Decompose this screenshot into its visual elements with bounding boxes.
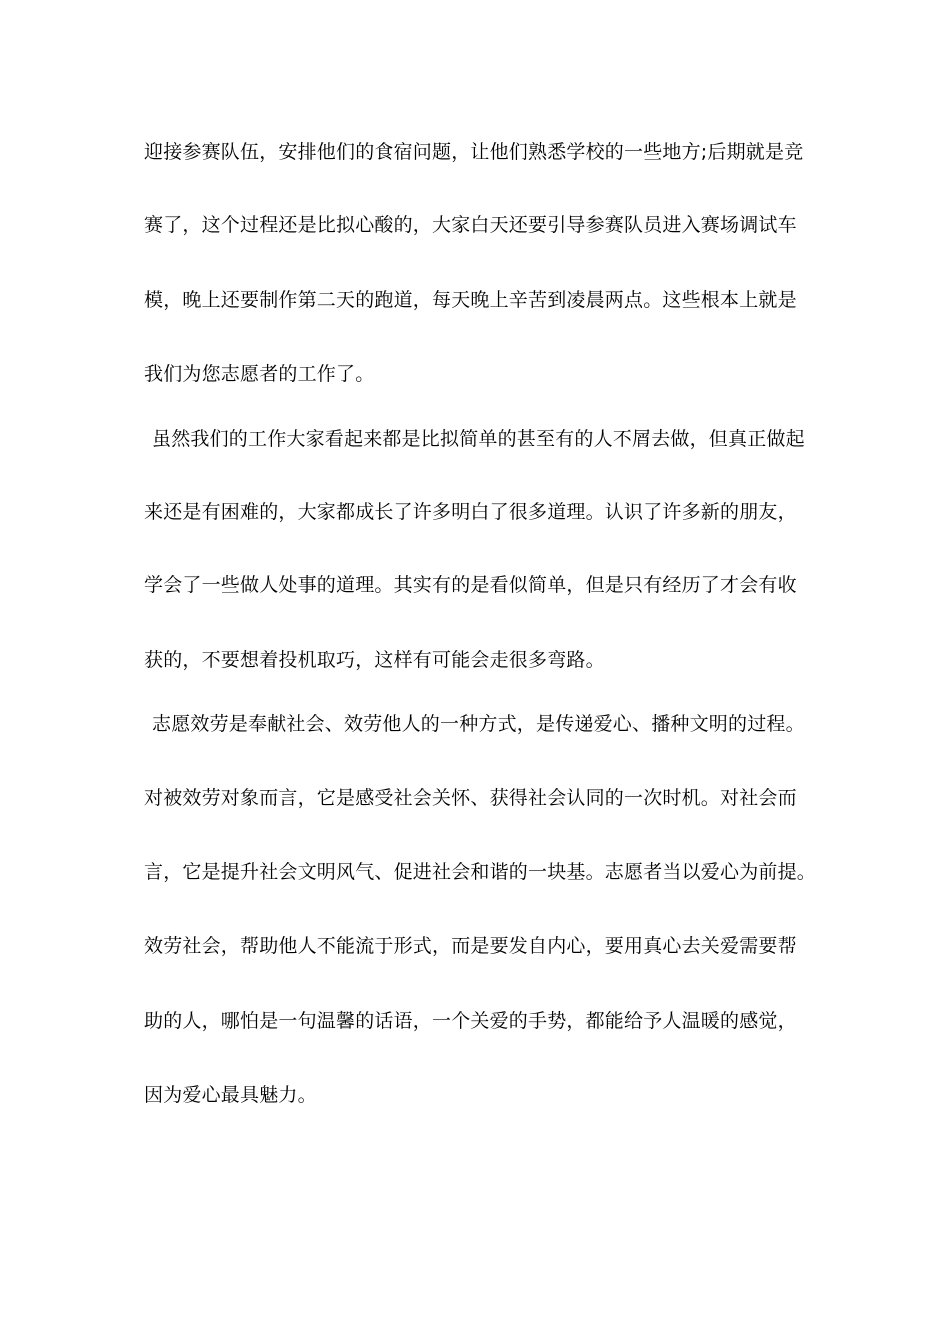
paragraph-line: 对被效劳对象而言，它是感受社会关怀、获得社会认同的一次时机。对社会而 [144,787,797,809]
paragraph-line: 因为爱心最具魅力。 [144,1084,317,1106]
paragraph-line: 来还是有困难的，大家都成长了许多明白了很多道理。认识了许多新的朋友， [144,501,797,523]
paragraph-line: 效劳社会，帮助他人不能流于形式，而是要发自内心，要用真心去关爱需要帮 [144,935,797,957]
paragraph-line: 获的，不要想着投机取巧，这样有可能会走很多弯路。 [144,649,605,671]
paragraph-line: 我们为您志愿者的工作了。 [144,363,375,385]
paragraph-line: 学会了一些做人处事的道理。其实有的是看似简单，但是只有经历了才会有收 [144,574,797,596]
paragraph-line: 赛了，这个过程还是比拟心酸的，大家白天还要引导参赛队员进入赛场调试车 [144,214,797,236]
paragraph-line: 言，它是提升社会文明风气、促进社会和谐的一块基。志愿者当以爱心为前提。 [144,861,817,883]
paragraph-line: 模，晚上还要制作第二天的跑道，每天晚上辛苦到凌晨两点。这些根本上就是 [144,289,797,311]
paragraph-line: 志愿效劳是奉献社会、效劳他人的一种方式，是传递爱心、播种文明的过程。 [152,713,805,735]
paragraph-line: 虽然我们的工作大家看起来都是比拟简单的甚至有的人不屑去做，但真正做起 [152,428,805,450]
paragraph-line: 迎接参赛队伍，安排他们的食宿问题，让他们熟悉学校的一些地方;后期就是竞 [144,141,804,163]
paragraph-line: 助的人，哪怕是一句温馨的话语，一个关爱的手势，都能给予人温暖的感觉， [144,1010,797,1032]
